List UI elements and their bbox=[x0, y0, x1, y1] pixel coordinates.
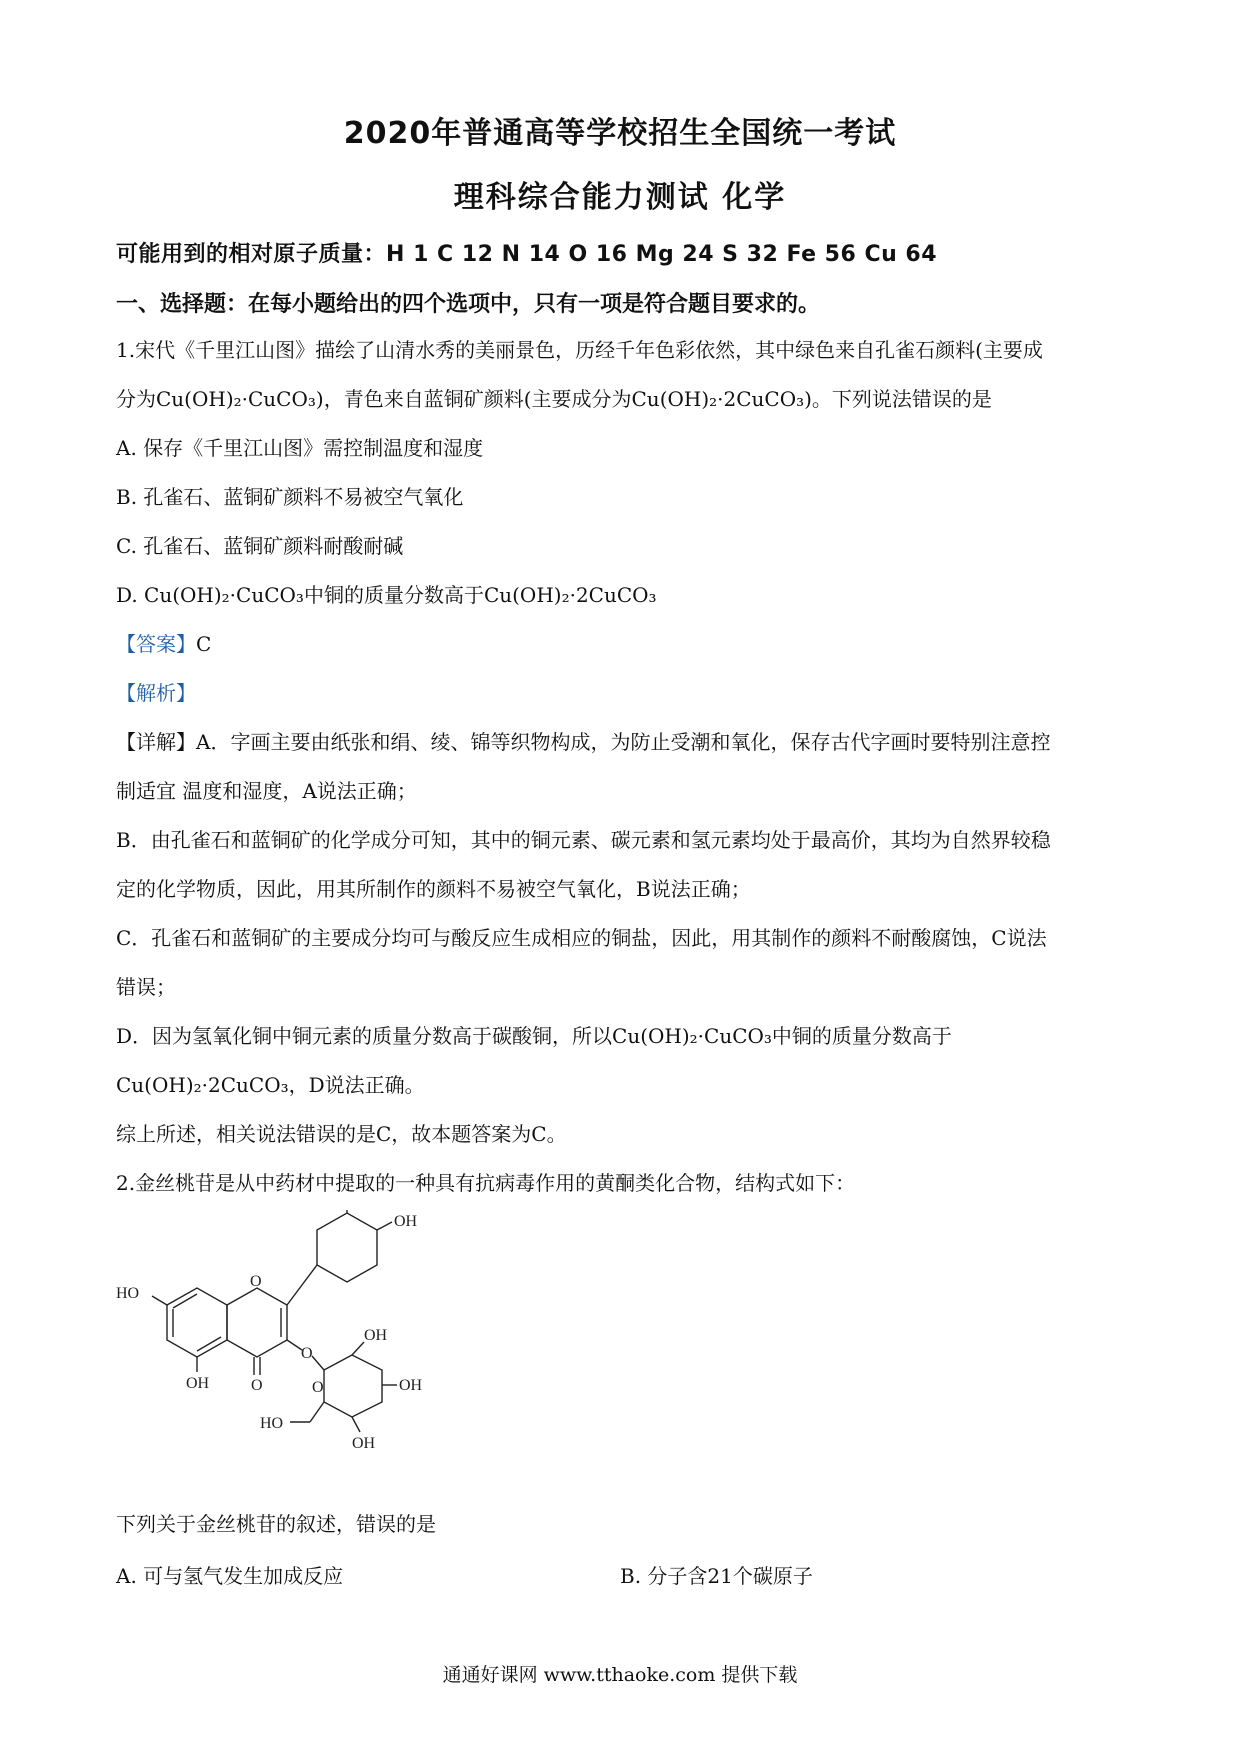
hyperoside-structure-diagram bbox=[112, 1210, 442, 1480]
section-heading: 一、选择题：在每小题给出的四个选项中，只有一项是符合题目要求的。 bbox=[116, 292, 821, 317]
ring-b bbox=[317, 1213, 377, 1282]
q1-option-d: D. Cu(OH)₂·CuCO₃中铜的质量分数高于Cu(OH)₂·2CuCO₃ bbox=[116, 583, 657, 607]
q1-detail-line-7: D．因为氢氧化铜中铜元素的质量分数高于碳酸铜，所以Cu(OH)₂·CuCO₃中铜的质量分数高于 bbox=[116, 1024, 952, 1048]
ring-c bbox=[227, 1288, 287, 1357]
label-oh-right: OH bbox=[394, 1213, 418, 1230]
q1-answer bbox=[116, 632, 211, 656]
label-o-link: O bbox=[301, 1345, 313, 1362]
q1-detail-line-2: 制适宜 温度和湿度，A说法正确； bbox=[116, 779, 417, 803]
q1-option-c: C. 孔雀石、蓝铜矿颜料耐酸耐碱 bbox=[116, 534, 404, 558]
q1-detail-line-5: C．孔雀石和蓝铜矿的主要成分均可与酸反应生成相应的铜盐，因此，用其制作的颜料不耐酸腐蚀，C说法 bbox=[116, 926, 1047, 950]
q1-stem-line-1: 1.宋代《千里江山图》描绘了山清水秀的美丽景色，历经千年色彩依然，其中绿色来自孔雀石颜料(主要成 bbox=[116, 338, 1043, 362]
q1-option-b: B. 孔雀石、蓝铜矿颜料不易被空气氧化 bbox=[116, 485, 464, 509]
label-ho-sugar: HO bbox=[260, 1415, 284, 1432]
exam-title: 2020年普通高等学校招生全国统一考试 bbox=[343, 116, 897, 151]
label-o-sugar: O bbox=[312, 1379, 324, 1396]
label-o-carbonyl: O bbox=[251, 1377, 263, 1394]
label-oh-sugar-1: OH bbox=[364, 1327, 388, 1344]
q2-option-a: A. 可与氢气发生加成反应 bbox=[116, 1564, 344, 1588]
q1-detail-line-3: B．由孔雀石和蓝铜矿的化学成分可知，其中的铜元素、碳元素和氢元素均处于最高价，其均为自然界较稳 bbox=[116, 828, 1051, 852]
label-oh-sugar-2: OH bbox=[399, 1377, 423, 1394]
label-oh-bottom: OH bbox=[186, 1375, 210, 1392]
q2-stem: 2.金丝桃苷是从中药材中提取的一种具有抗病毒作用的黄酮类化合物，结构式如下： bbox=[116, 1171, 856, 1195]
q2-option-b: B. 分子含21个碳原子 bbox=[620, 1564, 813, 1588]
answer-value: C bbox=[196, 632, 212, 656]
q1-detail-line-8: Cu(OH)₂·2CuCO₃，D说法正确。 bbox=[116, 1073, 425, 1097]
atomic-masses: 可能用到的相对原子质量：H 1 C 12 N 14 O 16 Mg 24 S 32 Fe 56 Cu 64 bbox=[116, 242, 938, 267]
answer-tag: 【答案】 bbox=[116, 632, 196, 656]
q1-detail-line-6: 错误； bbox=[116, 975, 176, 999]
q1-stem-line-2: 分为Cu(OH)₂·CuCO₃)，青色来自蓝铜矿颜料(主要成分为Cu(OH)₂·2CuCO₃)。下列说法错误的是 bbox=[116, 387, 992, 411]
q1-summary: 综上所述，相关说法错误的是C，故本题答案为C。 bbox=[116, 1122, 567, 1146]
q1-option-a: A. 保存《千里江山图》需控制温度和湿度 bbox=[116, 436, 484, 460]
analysis-tag: 【解析】 bbox=[116, 681, 196, 705]
label-oh-sugar-3: OH bbox=[352, 1435, 376, 1452]
label-o-ring: O bbox=[250, 1273, 262, 1290]
exam-subtitle: 理科综合能力测试 化学 bbox=[453, 180, 787, 215]
sugar-ring bbox=[324, 1355, 382, 1417]
ring-a bbox=[167, 1288, 227, 1357]
footer-download-note: 通通好课网 www.tthaoke.com 提供下载 bbox=[442, 1664, 798, 1686]
label-ho-left: HO bbox=[116, 1285, 140, 1302]
q1-detail-line-4: 定的化学物质，因此，用其所制作的颜料不易被空气氧化，B说法正确； bbox=[116, 877, 751, 901]
q2-prompt: 下列关于金丝桃苷的叙述，错误的是 bbox=[116, 1512, 436, 1536]
q1-detail-line-1: 【详解】A．字画主要由纸张和绢、绫、锦等织物构成，为防止受潮和氧化，保存古代字画时要特别注意控 bbox=[116, 730, 1051, 754]
